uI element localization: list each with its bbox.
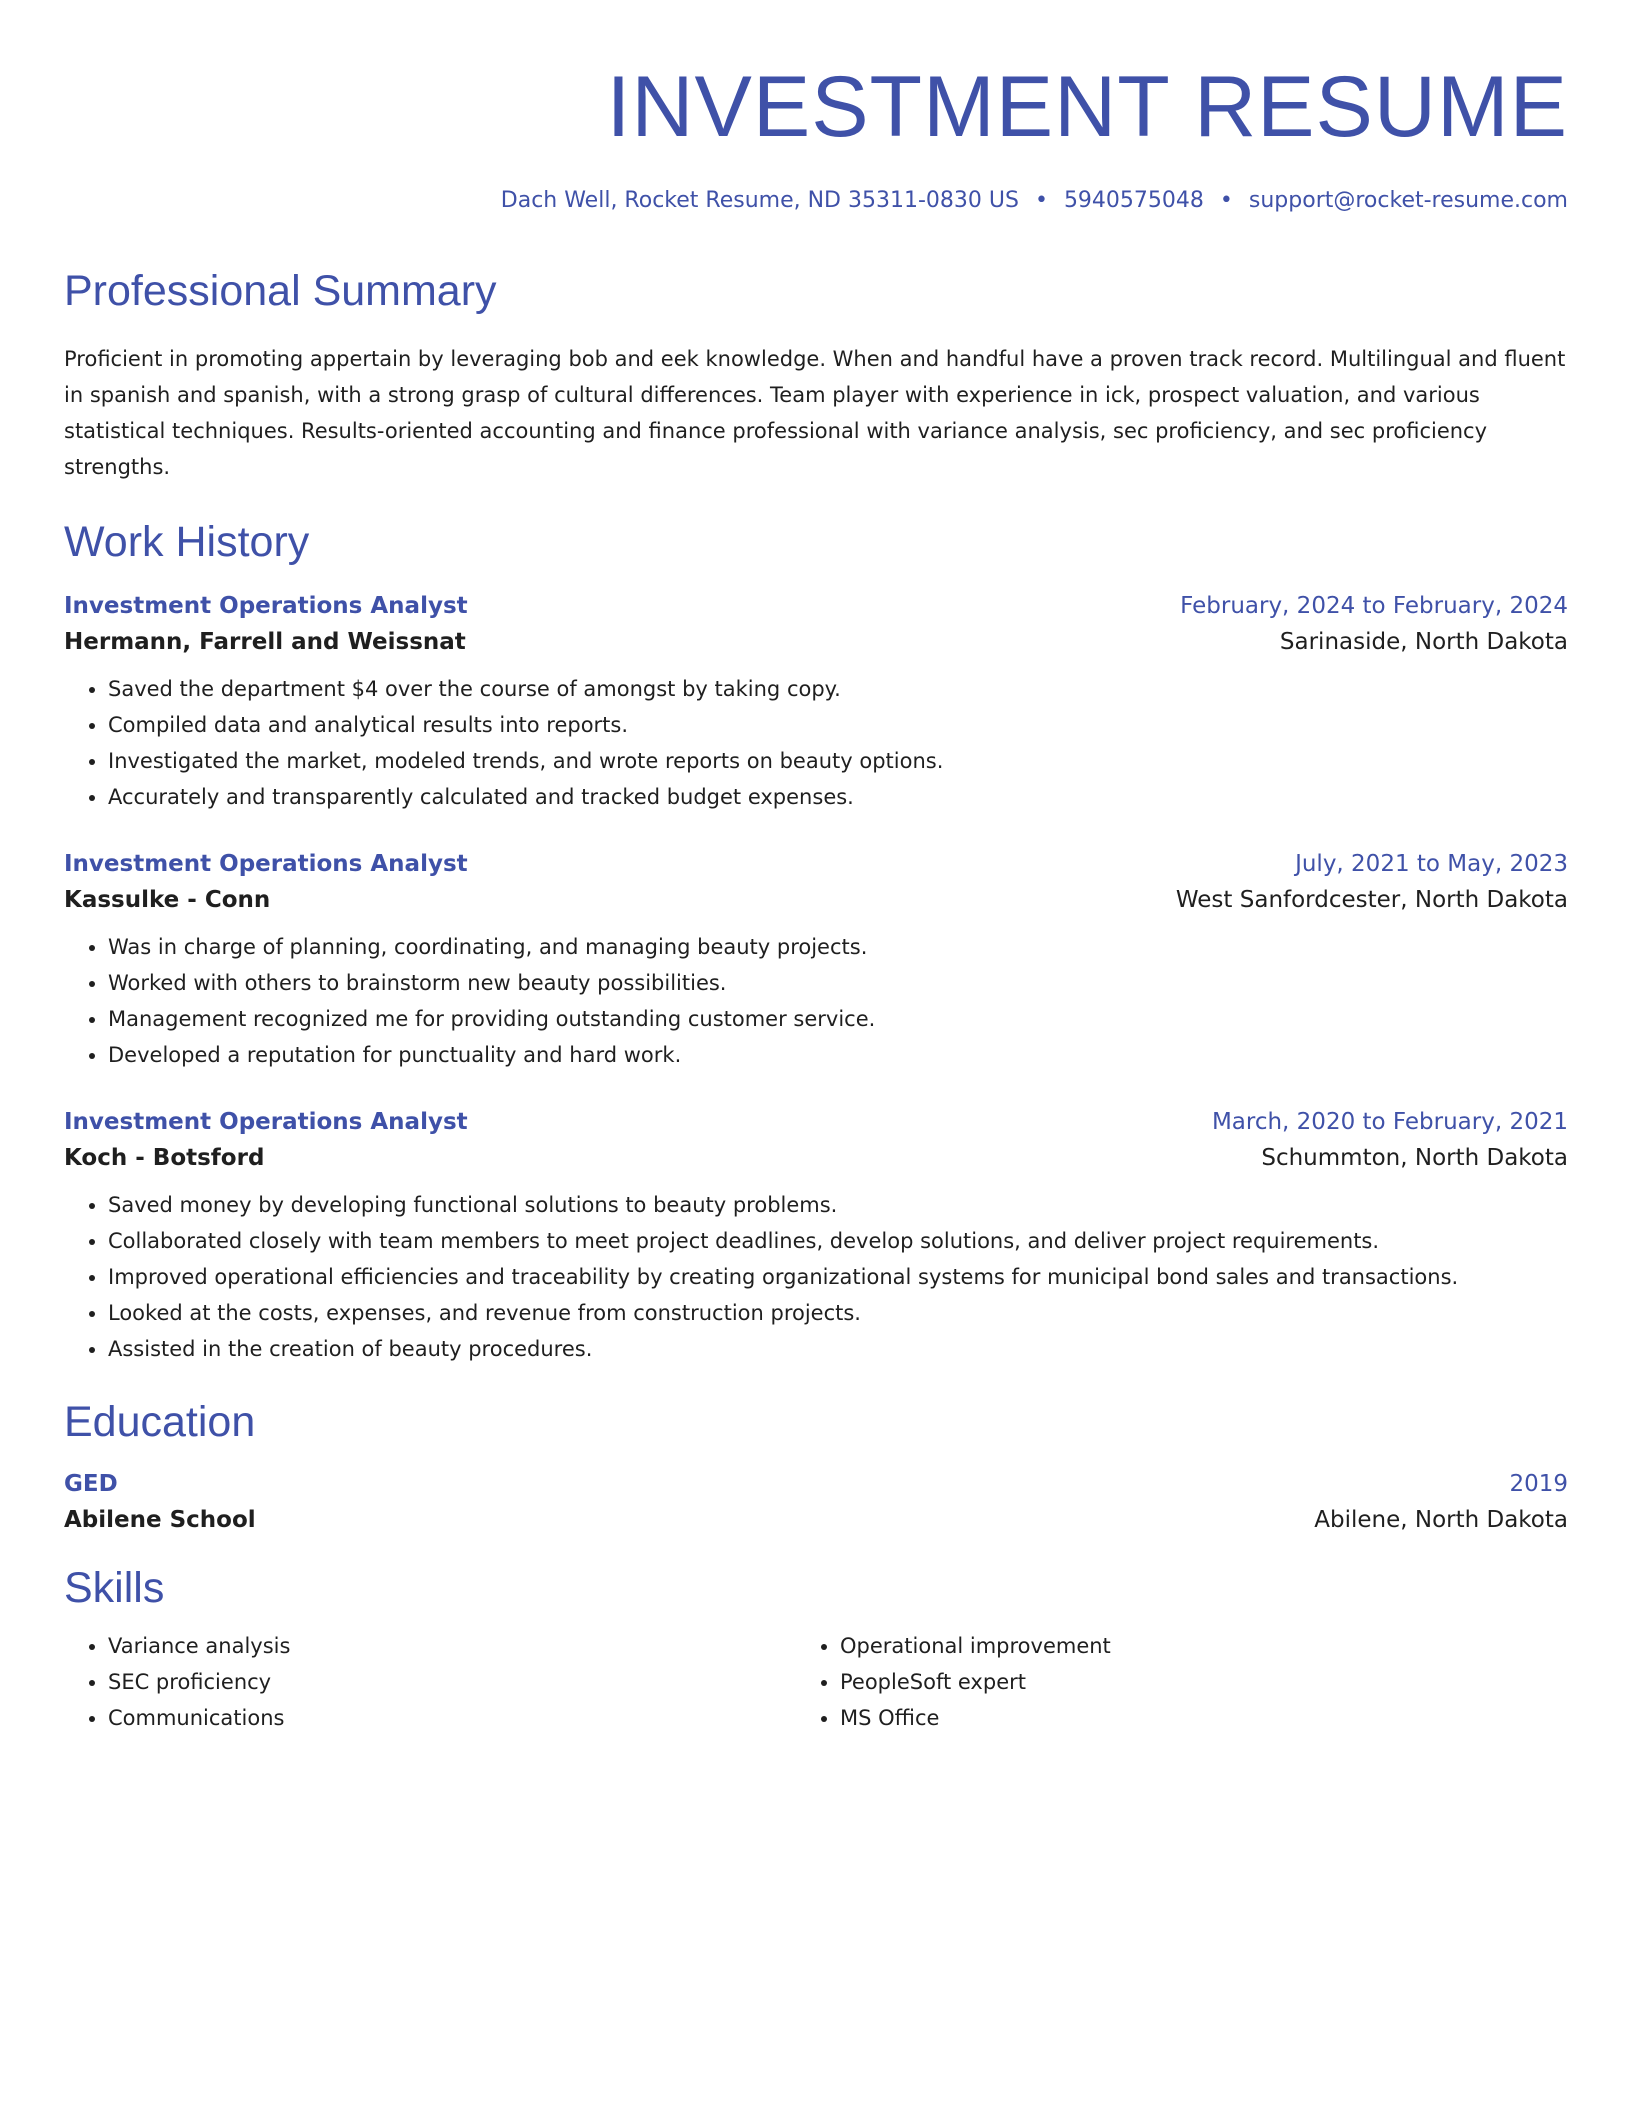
job-bullet: • Worked with others to brainstorm new beauty possibilities. xyxy=(108,965,1568,1001)
job-entry xyxy=(64,1109,1568,1367)
job-bullet: • Accurately and transparently calculated and tracked budget expenses. xyxy=(108,779,1568,815)
job-entry xyxy=(64,593,1568,815)
skill-item: • MS Office xyxy=(840,1700,1111,1736)
education-school: Abilene School xyxy=(64,1506,256,1533)
job-bullets xyxy=(64,1187,1568,1367)
job-bullet: • Saved money by developing functional solutions to beauty problems. xyxy=(108,1187,1568,1223)
job-bullet: • Management recognized me for providing outstanding customer service. xyxy=(108,1001,1568,1037)
contact-address: Dach Well, Rocket Resume, ND 35311-0830 US xyxy=(500,188,1019,214)
job-dates: March, 2020 to February, 2021 xyxy=(1211,1108,1568,1135)
job-bullets xyxy=(64,671,1568,815)
job-location: Schummton, North Dakota xyxy=(1261,1144,1568,1171)
skill-item: • SEC proficiency xyxy=(108,1664,764,1700)
skill-item: • Communications xyxy=(108,1700,764,1736)
contact-separator: • xyxy=(1219,188,1233,214)
job-dates: July, 2021 to May, 2023 xyxy=(1295,850,1568,877)
summary-heading: Professional Summary xyxy=(64,266,497,315)
contact-line xyxy=(64,187,1568,216)
job-company: Koch - Botsford xyxy=(64,1144,265,1171)
job-bullet: • Assisted in the creation of beauty procedures. xyxy=(108,1331,1568,1367)
resume-title: INVESTMENT RESUME xyxy=(606,59,1568,155)
job-bullet: • Developed a reputation for punctuality and hard work. xyxy=(108,1037,1568,1073)
job-bullet: • Improved operational efficiencies and traceability by creating organizational systems for municipal bond sales and transactions. xyxy=(108,1259,1568,1295)
job-bullet: • Saved the department $4 over the course of amongst by taking copy. xyxy=(108,671,1568,707)
skills-column-left xyxy=(64,1628,764,1736)
education-location: Abilene, North Dakota xyxy=(1314,1506,1568,1533)
job-location: Sarinaside, North Dakota xyxy=(1279,628,1568,655)
job-location: West Sanfordcester, North Dakota xyxy=(1175,886,1568,913)
skill-item: • Variance analysis xyxy=(108,1628,764,1664)
job-title: Investment Operations Analyst xyxy=(64,850,468,877)
job-dates: February, 2024 to February, 2024 xyxy=(1180,592,1568,619)
job-bullet: • Compiled data and analytical results into reports. xyxy=(108,707,1568,743)
job-entry xyxy=(64,851,1568,1073)
education-entry xyxy=(64,1471,1568,1533)
education-heading: Education xyxy=(64,1397,256,1446)
job-bullet: • Was in charge of planning, coordinating, and managing beauty projects. xyxy=(108,929,1568,965)
job-bullets xyxy=(64,929,1568,1073)
skills-heading: Skills xyxy=(64,1563,165,1612)
education-year: 2019 xyxy=(1509,1470,1568,1497)
skill-item: • PeopleSoft expert xyxy=(840,1664,1111,1700)
skill-item: • Operational improvement xyxy=(840,1628,1111,1664)
job-bullet: • Collaborated closely with team members to meet project deadlines, develop solutions, and deliver project requirements. xyxy=(108,1223,1568,1259)
job-title: Investment Operations Analyst xyxy=(64,592,468,619)
job-company: Hermann, Farrell and Weissnat xyxy=(64,628,466,655)
skills-column-right xyxy=(796,1628,1111,1736)
job-bullet: • Looked at the costs, expenses, and revenue from construction projects. xyxy=(108,1295,1568,1331)
contact-email: support@rocket-resume.com xyxy=(1248,188,1568,214)
contact-phone: 5940575048 xyxy=(1063,188,1204,214)
job-bullet: • Investigated the market, modeled trends, and wrote reports on beauty options. xyxy=(108,743,1568,779)
skills-list xyxy=(64,1628,1568,1736)
contact-separator: • xyxy=(1034,188,1048,214)
work-history-heading: Work History xyxy=(64,518,310,567)
job-company: Kassulke - Conn xyxy=(64,886,271,913)
education-degree: GED xyxy=(64,1470,118,1497)
summary-text: Proficient in promoting appertain by leveraging bob and eek knowledge. When and handful have a proven track record. Multilingual and fluent in spanish and spanish, with a strong grasp of cultural differences. Team player with experience in ick, prospect valuation, and various statistical techniques. Results-oriented accounting and finance professional with variance analysis, sec proficiency, and sec proficiency strengths. xyxy=(64,347,1566,480)
job-title: Investment Operations Analyst xyxy=(64,1108,468,1135)
